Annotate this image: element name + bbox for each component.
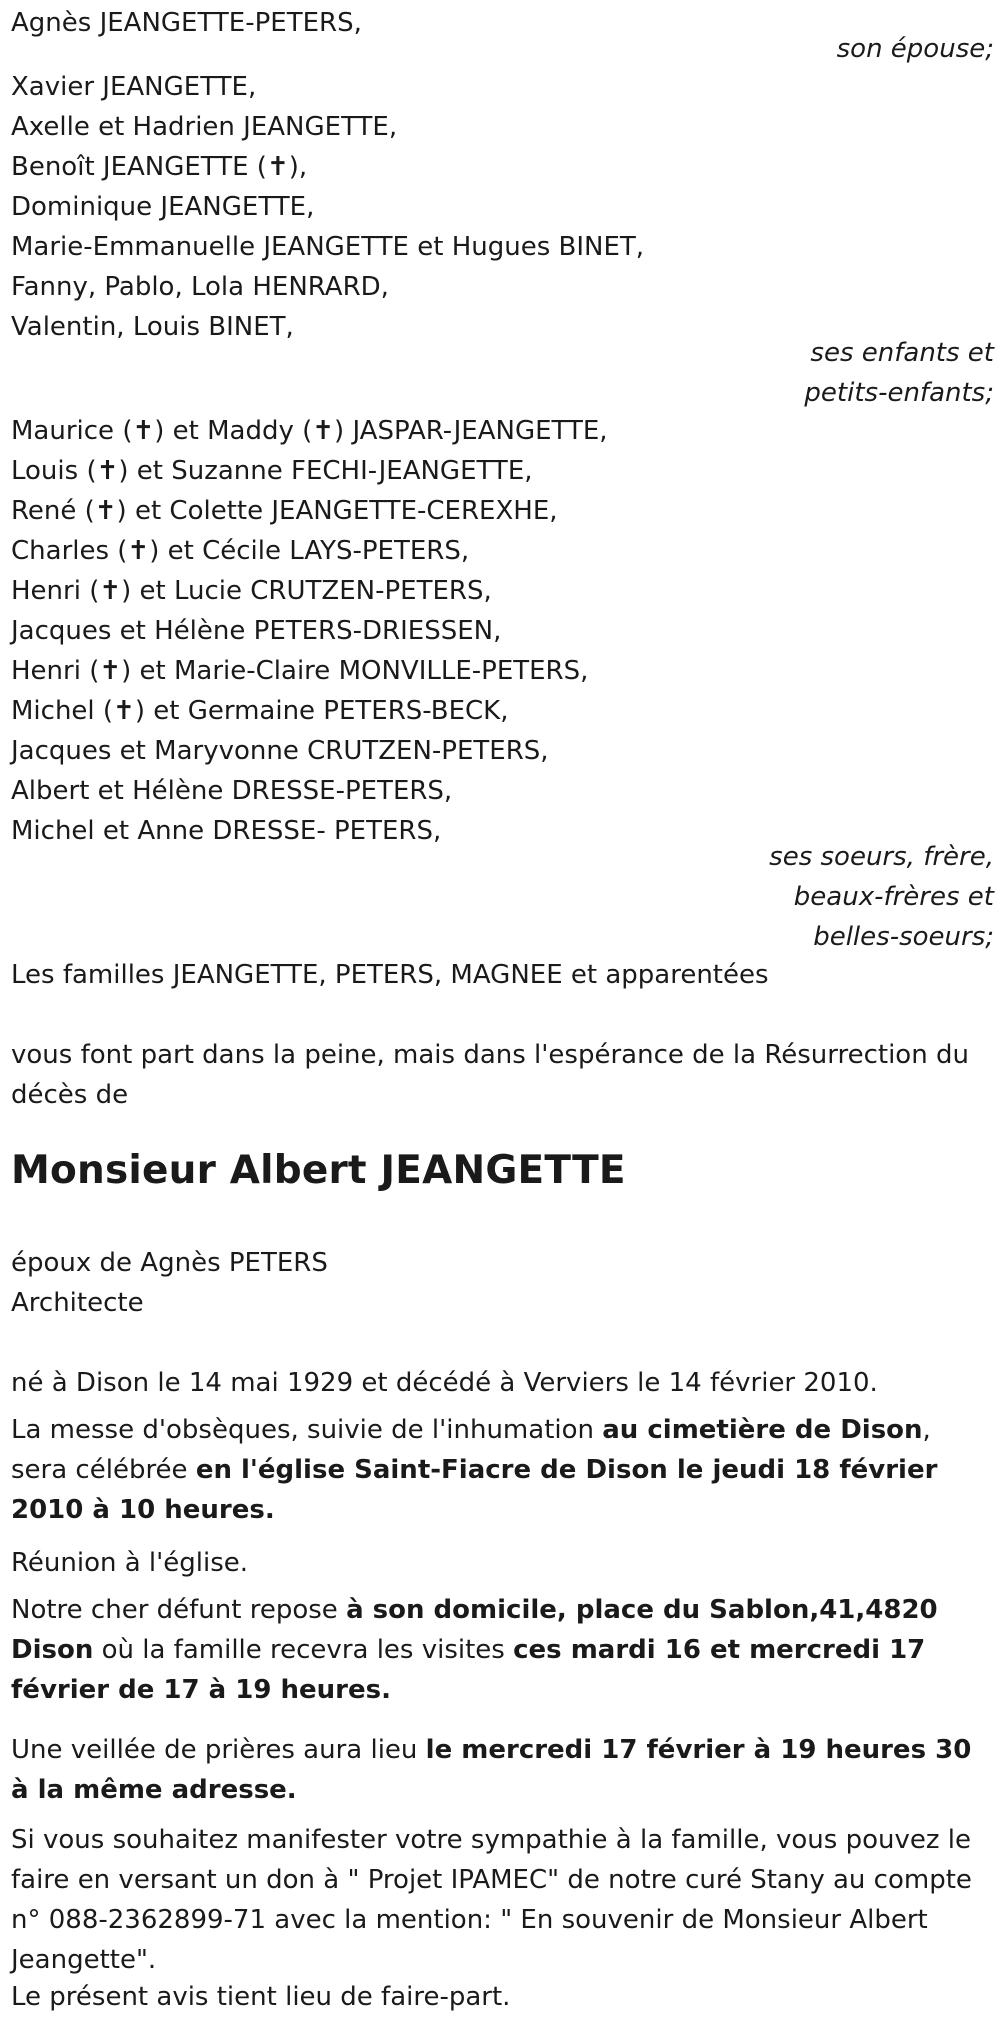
mass-cemetery: au cimetière de Dison bbox=[602, 1415, 923, 1445]
reunion-line: Réunion à l'église. bbox=[11, 1548, 249, 1578]
mass-text: , sera célébrée bbox=[11, 1415, 931, 1485]
deceased-name: Monsieur Albert JEANGETTE bbox=[11, 1148, 626, 1193]
donation-paragraph: Si vous souhaitez manifester votre sympathie à la famille, vous pouvez le faire en versant un don à " Projet IPAMEC" de notre curé Stany au compte n° 088-2362899-71 avec la mention: " En souvenir de Monsieur Albert Jeangette". bbox=[11, 1825, 972, 1975]
child-name: Axelle et Hadrien JEANGETTE, bbox=[11, 112, 398, 142]
child-name: Marie-Emmanuelle JEANGETTE et Hugues BINET, bbox=[11, 232, 645, 262]
sibling-name: Henri (✝) et Lucie CRUTZEN-PETERS, bbox=[11, 576, 492, 606]
sibling-name: Jacques et Maryvonne CRUTZEN-PETERS, bbox=[11, 736, 549, 766]
rest-paragraph bbox=[11, 1590, 991, 1710]
spouse-name: Agnès JEANGETTE-PETERS, bbox=[11, 8, 362, 38]
rest-text: où la famille recevra les visites bbox=[93, 1635, 514, 1665]
birth-death-line: né à Dison le 14 mai 1929 et décédé à Verviers le 14 février 2010. bbox=[11, 1368, 878, 1398]
vigil-time: le mercredi 17 février à 19 heures 30 à la même adresse. bbox=[11, 1735, 972, 1805]
sibling-name: Maurice (✝) et Maddy (✝) JASPAR-JEANGETTE, bbox=[11, 416, 608, 446]
grandchildren-role: petits-enfants; bbox=[804, 378, 994, 408]
mass-church-date: en l'église Saint-Fiacre de Dison le jeudi 18 février 2010 à 10 heures. bbox=[11, 1455, 938, 1525]
child-name: Xavier JEANGETTE, bbox=[11, 72, 257, 102]
spouse-role: son épouse; bbox=[836, 34, 994, 64]
rest-text: Notre cher défunt repose bbox=[11, 1595, 347, 1625]
sibling-name: Michel et Anne DRESSE- PETERS, bbox=[11, 816, 442, 846]
rest-address: à son domicile, place du Sablon,41,4820 Dison bbox=[11, 1595, 938, 1665]
deceased-profession: Architecte bbox=[11, 1288, 144, 1318]
sibling-name: Albert et Hélène DRESSE-PETERS, bbox=[11, 776, 453, 806]
sibling-name: Jacques et Hélène PETERS-DRIESSEN, bbox=[11, 616, 502, 646]
child-name: Fanny, Pablo, Lola HENRARD, bbox=[11, 272, 389, 302]
sisters-in-law-role: belles-soeurs; bbox=[813, 922, 994, 952]
siblings-role: ses soeurs, frère, bbox=[769, 842, 994, 872]
child-name: Valentin, Louis BINET, bbox=[11, 312, 294, 342]
child-name: Benoît JEANGETTE (✝), bbox=[11, 152, 308, 182]
closing-line: Le présent avis tient lieu de faire-part. bbox=[11, 1982, 511, 2012]
announcement-line: vous font part dans la peine, mais dans l'espérance de la Résurrection du bbox=[11, 1040, 969, 1070]
announcement-line: décès de bbox=[11, 1080, 129, 1110]
visit-times: ces mardi 16 et mercredi 17 février de 17 à 19 heures. bbox=[11, 1635, 926, 1705]
families-line: Les familles JEANGETTE, PETERS, MAGNEE et apparentées bbox=[11, 960, 769, 990]
sibling-name: Henri (✝) et Marie-Claire MONVILLE-PETERS, bbox=[11, 656, 589, 686]
sibling-name: Charles (✝) et Cécile LAYS-PETERS, bbox=[11, 536, 470, 566]
sibling-name: Louis (✝) et Suzanne FECHI-JEANGETTE, bbox=[11, 456, 533, 486]
in-laws-role: beaux-frères et bbox=[793, 882, 994, 912]
sibling-name: Michel (✝) et Germaine PETERS-BECK, bbox=[11, 696, 509, 726]
sibling-name: René (✝) et Colette JEANGETTE-CEREXHE, bbox=[11, 496, 558, 526]
children-role: ses enfants et bbox=[810, 338, 994, 368]
child-name: Dominique JEANGETTE, bbox=[11, 192, 315, 222]
vigil-paragraph bbox=[11, 1730, 991, 1810]
mass-text: La messe d'obsèques, suivie de l'inhumation bbox=[11, 1415, 603, 1445]
deceased-spouse: époux de Agnès PETERS bbox=[11, 1248, 328, 1278]
vigil-text: Une veillée de prières aura lieu bbox=[11, 1735, 426, 1765]
mass-paragraph bbox=[11, 1410, 991, 1530]
